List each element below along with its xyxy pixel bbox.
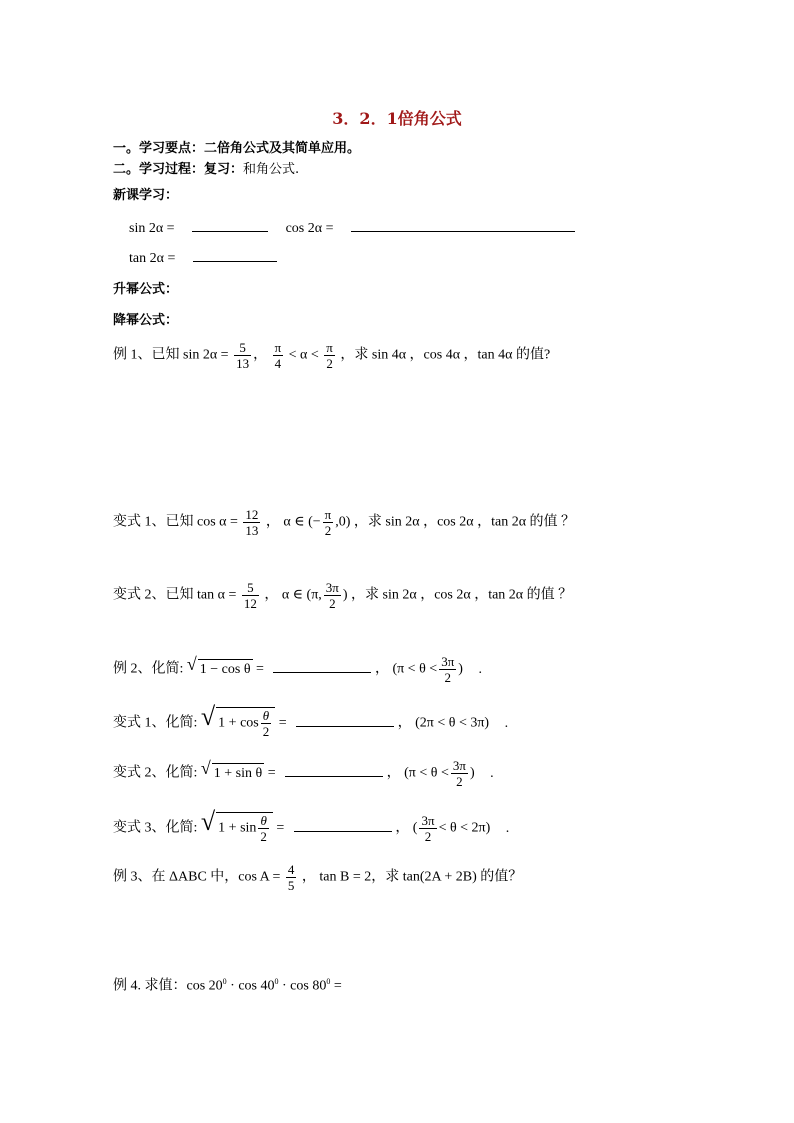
answer-blank[interactable] xyxy=(285,762,383,777)
variant-1-interval-fraction xyxy=(323,507,334,538)
numerator: 5 xyxy=(234,340,251,356)
variant-1-interval-end: ,0) xyxy=(335,514,351,530)
condition-fraction xyxy=(419,813,436,844)
denominator: 13 xyxy=(245,523,259,538)
radicand xyxy=(216,812,273,844)
example-4-term-3: · cos 80 xyxy=(278,978,327,994)
radicand: 1 − cos θ xyxy=(198,659,253,680)
denominator: 2 xyxy=(456,774,463,789)
denominator: 4 xyxy=(274,356,282,371)
section-1-label: 一。学习要点： xyxy=(113,141,205,156)
formula-tan-row xyxy=(129,247,277,269)
sqrt-icon: √ xyxy=(200,758,211,778)
degree-superscript: 0 xyxy=(274,977,279,986)
denominator: 2 xyxy=(444,670,451,685)
example-1-lead: 例 1、已知 xyxy=(113,347,180,363)
section-1-text: 二倍角公式及其简单应用。 xyxy=(204,141,361,156)
condition-fraction-1 xyxy=(273,340,284,371)
condition-mid: < α < xyxy=(288,347,319,363)
condition-end: ) xyxy=(469,765,475,781)
condition-start: ， (π < θ < xyxy=(374,661,438,677)
equals: = xyxy=(267,765,276,781)
numerator: 3π xyxy=(325,580,339,595)
condition-start: ， ( xyxy=(395,820,418,836)
numerator: π xyxy=(324,507,332,522)
variant-2-fraction xyxy=(242,580,259,611)
variant-2-interval-start: ， α ∈ (π, xyxy=(264,587,322,603)
variant-2-interval-fraction xyxy=(324,580,341,611)
formula-tan: tan 2α = xyxy=(129,251,176,266)
denominator: 2 xyxy=(424,829,432,844)
numerator: θ xyxy=(258,813,269,829)
numerator: θ xyxy=(261,708,272,724)
section-2 xyxy=(113,160,299,180)
section-2-label: 二。学习过程： xyxy=(113,162,205,177)
page-title: 3．2．1倍角公式 xyxy=(332,109,462,128)
numerator: 5 xyxy=(242,580,259,596)
radicand-fraction xyxy=(258,813,269,844)
simplify-variant-3 xyxy=(113,807,510,844)
degree-superscript: 0 xyxy=(326,977,331,986)
denominator: 13 xyxy=(236,356,250,371)
variant-1 xyxy=(113,507,575,538)
radicand: 1 + sin θ xyxy=(212,763,264,784)
example-2-lead: 例 2、化简: xyxy=(113,661,184,677)
numerator: π xyxy=(274,340,282,355)
example-4-equals: = xyxy=(330,978,342,994)
condition-start: ， (π < θ < xyxy=(386,765,449,781)
simplify-variant-2 xyxy=(113,758,494,789)
condition-end: ) xyxy=(458,661,463,677)
condition-fraction xyxy=(451,758,468,789)
denominator: 2 xyxy=(329,596,336,611)
denominator: 2 xyxy=(260,829,267,844)
example-1 xyxy=(113,340,550,371)
denominator: 5 xyxy=(287,878,295,893)
example-4-term-2: · cos 40 xyxy=(226,978,275,994)
equals: = xyxy=(278,715,287,731)
equals: = xyxy=(256,661,264,677)
sqrt-icon: √ xyxy=(200,702,216,731)
numerator: π xyxy=(326,340,333,355)
formula-cos: cos 2α = xyxy=(285,221,334,236)
variant-1-fraction xyxy=(243,507,260,538)
condition-fraction-2 xyxy=(324,340,335,371)
new-lesson-label: 新课学习： xyxy=(113,188,179,203)
period: . xyxy=(505,820,510,836)
equals: = xyxy=(276,820,285,836)
denominator: 2 xyxy=(262,724,270,739)
variant-2 xyxy=(113,580,572,611)
sqrt-icon: √ xyxy=(200,807,216,836)
radicand-text: 1 + sin xyxy=(218,820,257,836)
numerator: 12 xyxy=(245,507,259,522)
numerator: 3π xyxy=(421,813,435,828)
radicand-text: 1 + cos xyxy=(218,715,259,731)
answer-blank[interactable] xyxy=(273,658,371,673)
example-3-question: ， tan B = 2，求 tan(2A + 2B) 的值？ xyxy=(301,869,523,885)
numerator: 4 xyxy=(287,862,295,877)
numerator: 3π xyxy=(452,758,466,773)
raise-power-label: 升幂公式： xyxy=(113,282,179,297)
variant-1-question: ，求 sin 2α ，cos 2α ，tan 2α 的值 ？ xyxy=(353,514,576,530)
simplify-1-lead: 变式 1、化简: xyxy=(113,715,198,731)
blank-tan[interactable] xyxy=(193,247,277,262)
example-2 xyxy=(113,654,482,685)
answer-blank[interactable] xyxy=(296,712,394,727)
sqrt-icon: √ xyxy=(186,654,197,674)
example-1-expr: sin 2α = xyxy=(183,347,229,363)
separator: ， xyxy=(253,347,268,363)
radicand-fraction xyxy=(261,708,272,739)
section-1 xyxy=(113,139,360,159)
period: . xyxy=(478,661,482,677)
variant-1-interval-start: ， α ∈ (− xyxy=(265,514,321,530)
radicand xyxy=(216,707,275,739)
variant-2-expr: tan α = xyxy=(197,587,237,603)
blank-sin[interactable] xyxy=(192,217,268,232)
period: . xyxy=(504,715,509,731)
simplify-variant-1 xyxy=(113,702,509,739)
period: . xyxy=(490,765,494,781)
example-1-question: ，求 sin 4α ，cos 4α ，tan 4α 的值? xyxy=(340,347,551,363)
section-2-text: 和角公式. xyxy=(243,162,300,177)
variant-2-interval-end: ) xyxy=(342,587,348,603)
formula-sin-row xyxy=(129,217,575,239)
example-3-lead: 例 3、在 ΔABC 中，cos A = xyxy=(113,869,281,885)
condition: ， (2π < θ < 3π) xyxy=(397,715,490,731)
variant-1-expr: cos α = xyxy=(197,514,238,530)
answer-blank[interactable] xyxy=(294,817,392,832)
simplify-3-lead: 变式 3、化简: xyxy=(113,820,198,836)
variant-2-lead: 变式 2、已知 xyxy=(113,587,194,603)
denominator: 2 xyxy=(324,523,332,538)
example-1-fraction xyxy=(234,340,251,371)
simplify-2-lead: 变式 2、化简: xyxy=(113,765,198,781)
lower-power-label: 降幂公式： xyxy=(113,313,179,328)
example-3 xyxy=(113,862,522,893)
denominator: 2 xyxy=(326,356,333,371)
variant-1-lead: 变式 1、已知 xyxy=(113,514,194,530)
condition-fraction xyxy=(439,654,456,685)
example-4 xyxy=(113,972,342,997)
blank-cos[interactable] xyxy=(351,217,575,232)
condition-end: < θ < 2π) xyxy=(438,820,491,836)
example-3-fraction xyxy=(286,862,297,893)
formula-sin: sin 2α = xyxy=(129,221,175,236)
example-4-lead: 例 4. 求值：cos 20 xyxy=(113,978,223,994)
degree-superscript: 0 xyxy=(222,977,227,986)
numerator: 3π xyxy=(441,654,455,669)
denominator: 12 xyxy=(243,596,257,611)
section-2-review: 复习： xyxy=(204,162,244,177)
variant-2-question: ，求 sin 2α ，cos 2α ，tan 2α 的值 ？ xyxy=(351,587,573,603)
